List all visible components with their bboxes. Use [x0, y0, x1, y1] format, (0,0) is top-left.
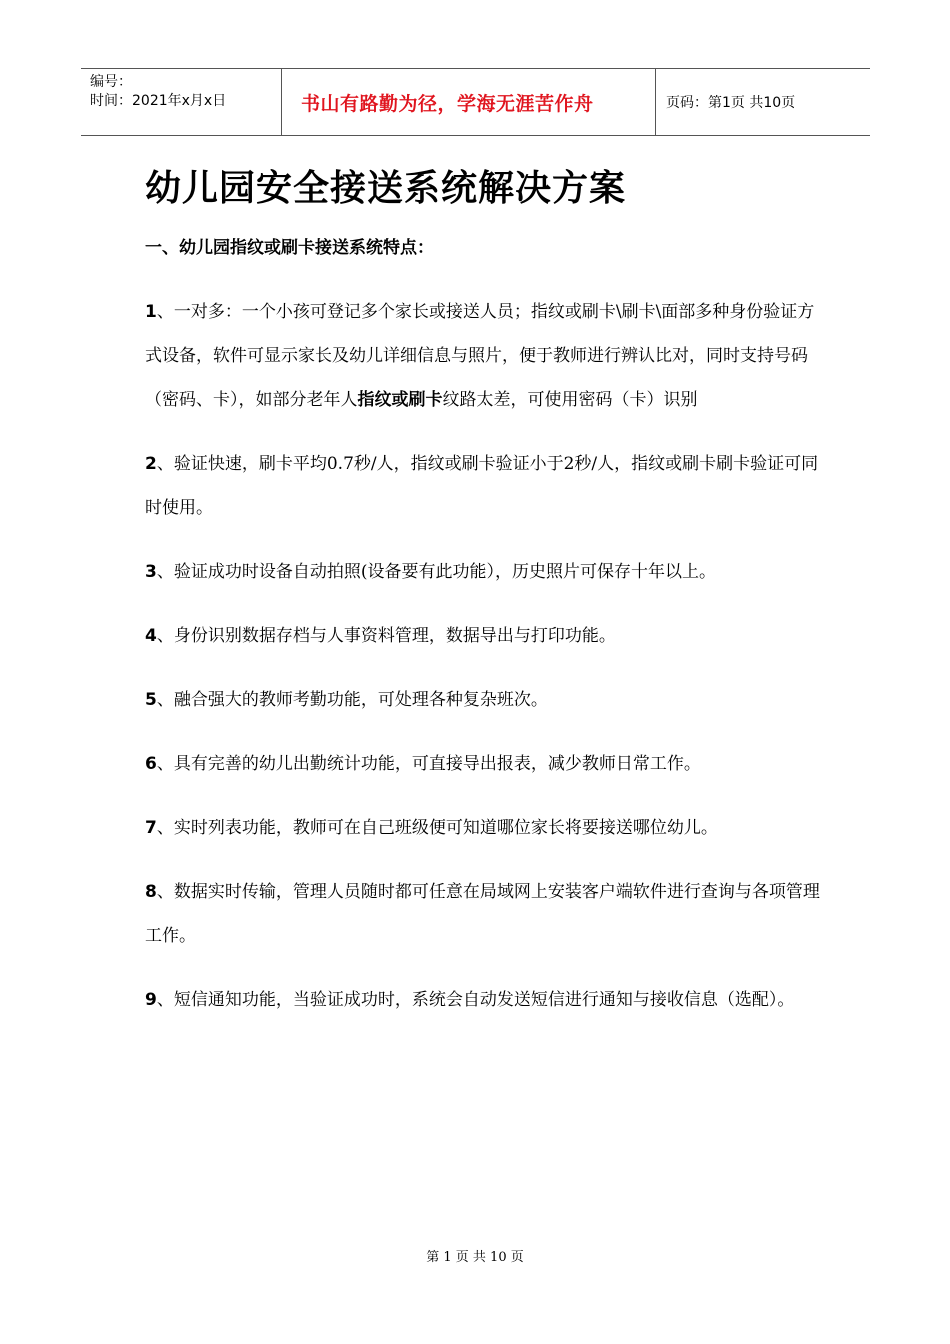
feature-paragraph [145, 290, 825, 422]
feature-number: 1 [145, 302, 157, 322]
feature-paragraph [145, 870, 825, 958]
feature-paragraph [145, 550, 825, 594]
time-label: 时间：2021年x月x日 [90, 93, 227, 109]
feature-number: 2 [145, 454, 157, 474]
feature-number: 5 [145, 690, 157, 710]
header-info-cell [81, 69, 282, 135]
motto-text: 书山有路勤为径，学海无涯苦作舟 [301, 92, 594, 115]
feature-paragraph [145, 614, 825, 658]
feature-paragraph [145, 678, 825, 722]
feature-number: 7 [145, 818, 157, 838]
feature-number: 6 [145, 754, 157, 774]
page-footer: 第 1 页 共 10 页 [426, 1250, 524, 1265]
feature-paragraph [145, 978, 825, 1022]
section-heading: 一、幼儿园指纹或刷卡接送系统特点： [145, 238, 434, 258]
feature-text: 、短信通知功能，当验证成功时，系统会自动发送短信进行通知与接收信息（选配）。 [156, 990, 795, 1010]
number-label: 编号： [90, 74, 132, 90]
feature-text: 、验证快速，刷卡平均0.7秒/人，指纹或刷卡验证小于2秒/人，指纹或刷卡刷卡验证可同时使用。 [145, 454, 819, 518]
feature-text: 、实时列表功能，教师可在自己班级便可知道哪位家长将要接送哪位幼儿。 [156, 818, 718, 838]
feature-paragraph [145, 442, 825, 530]
feature-number: 3 [145, 562, 157, 582]
document-header [81, 68, 870, 136]
feature-text: 、融合强大的教师考勤功能，可处理各种复杂班次。 [156, 690, 548, 710]
feature-text: 、身份识别数据存档与人事资料管理，数据导出与打印功能。 [156, 626, 616, 646]
header-page-cell [656, 69, 870, 135]
feature-paragraph [145, 806, 825, 850]
feature-text-after: 纹路太差，可使用密码（卡）识别 [442, 390, 698, 410]
page-title: 幼儿园安全接送系统解决方案 [145, 168, 627, 209]
feature-text: 、一对多：一个小孩可登记多个家长或接送人员；指纹或刷卡\刷卡\面部多种身份验证方式设备，软件可显示家长及幼儿详细信息与照片，便于教师进行辨认比对，同时支持号码（密码、卡），如部分老年人 [145, 302, 815, 410]
feature-bold-text: 指纹或刷卡 [357, 390, 443, 410]
feature-paragraph [145, 742, 825, 786]
feature-list [145, 290, 825, 1042]
feature-text: 、验证成功时设备自动拍照(设备要有此功能），历史照片可保存十年以上。 [156, 562, 716, 582]
feature-text: 、具有完善的幼儿出勤统计功能，可直接导出报表，减少教师日常工作。 [156, 754, 701, 774]
page-info: 页码：第1页 共10页 [666, 95, 796, 111]
feature-number: 9 [145, 990, 157, 1010]
header-motto-cell [282, 69, 656, 135]
feature-number: 8 [145, 882, 157, 902]
feature-number: 4 [145, 626, 157, 646]
feature-text: 、数据实时传输，管理人员随时都可任意在局域网上安装客户端软件进行查询与各项管理工作。 [145, 882, 820, 946]
